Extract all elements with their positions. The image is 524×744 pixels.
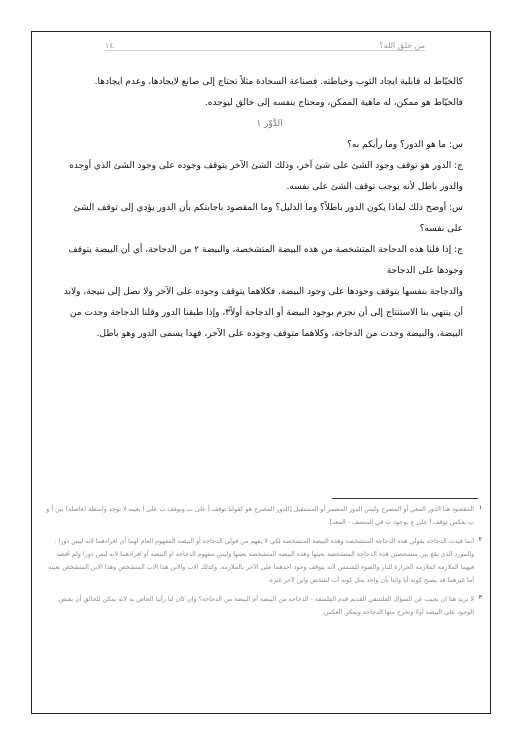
main-text [62,72,477,345]
paragraph: والدجاجة بنفسها يتوقف وجودها على وجود البيضة. فكلاهما يتوقف وجوده على الآخر ولا نصل إلى نتيجة، ولابد أن ينتهي بنا الاستنتاج إلى أن نجزم بوجود البيضة أو الدجاجة أولاً٣، وإذا طبقنا الدور وقلنا الدجاجة وجدت من البيضة، والبيضة وجدت من الدجاجة، وكلاهما متوقف وجوده على الآخر، فهذا يسمى الدور وهو باطل. [63,287,463,339]
section-heading: الدَّوْر ١ [256,119,283,129]
footnote-number: ٣ [478,594,482,601]
footnote [44,535,482,587]
footnote-number: ١ [478,504,482,511]
footnote [44,503,482,529]
footnote-text: انما قيدت الدجاجة بقولي هذه الدجاجة المتشخصة وهذه البيضة المتشخصة لكي لا يفهم من قولي الدجاجة أو البيضة المفهوم العام لهما أي افرادهما لانه ليس دورا . والمورد الذي يقع بين متشخصين هذه الدجاجة المتشخصة بعينها وهذه البيضة المتشخصة بعينها وليس مفهوم الدجاجة او البيضة أو افرادهما لانه ليس دورا ولم أقصد فيهما الملازمة كملازمة الحرارة للنار والضوء للشمس لانه يتوقف وجود احدهما على الآخر بالملازمة. وكذلك الاب والابن هذا الاب المتشخص وهذا الابن المتشخص بعينه أما غيرهما قد يصبح كونه أبا وابنا بأن واحد مثل كونه أب لشخص وابن لآخر غيره. [48,538,474,584]
question: س: ما هو الدور؟ وما رأيكم به؟ [347,140,463,150]
footnote [44,593,482,619]
footnote-text: المقصود هنا الدور المعي أو المصرح وليس الدور المضمر أو المستقبل [الدور المصرح هو كقولنا توقف أ على ب وتوقف ب على أ بعينه لا توجد واسطة (فاصلة) بين أ و ب بعكس توقف أ على ج يوجود ب في المتصف - المعد]. [46,506,474,526]
answer: ج: إذا قلنا هذه الدجاجة المتشخصة من هذه البيضة المتشخصة، والبيضة ٢ من الدجاجة، أي أن البيضة يتوقف وجودها على الدجاجة [68,245,463,276]
answer: ج: الدور هو توقف وجود الشئ على شئ آخر، وذلك الشئ الآخر يتوقف وجوده على وجود الشئ الذي أوجده والدور باطل لأنه يوجب توقف الشئ على نفسه. [69,161,463,192]
footnotes [44,503,482,625]
header-divider [105,50,425,51]
page-header [105,41,425,55]
paragraph: كالخيّاط له قابلية ايجاد الثوب وخياطته. فصناعة السجادة مثلاً تحتاج إلى صانع لايجادها، وعدم ايجادها. [94,77,463,87]
running-title: من خلق الله؟ [375,41,425,50]
footnote-number: ٢ [478,536,482,543]
footnote-text: لا نريد هنا ان نجيب عن السؤال الفلسفي القديم قدم الفلسفة - الدجاجة من البيضة أم البيضة من الدجاجة؟ وان كان لنا رأينا الخاص به لانه يمكن للخالق أن يفيض الوجود على البيضة أولا وتخرج منها الدجاجة ويمكن العكس. [58,596,474,616]
footnote-divider [332,498,478,499]
page-number: ١٤ [105,41,118,50]
paragraph: فالخيّاط هو ممكن، له ماهية الممكن، ومحتاج بنفسه إلى خالق ليوجده. [204,98,463,108]
question: س: أوضح ذلك لماذا يكون الدور باطلاً؟ وما الدليل؟ وما المقصود باجابتكم بأن الدور يؤدي إلى توقف الشئ على نفسه؟ [73,203,463,234]
